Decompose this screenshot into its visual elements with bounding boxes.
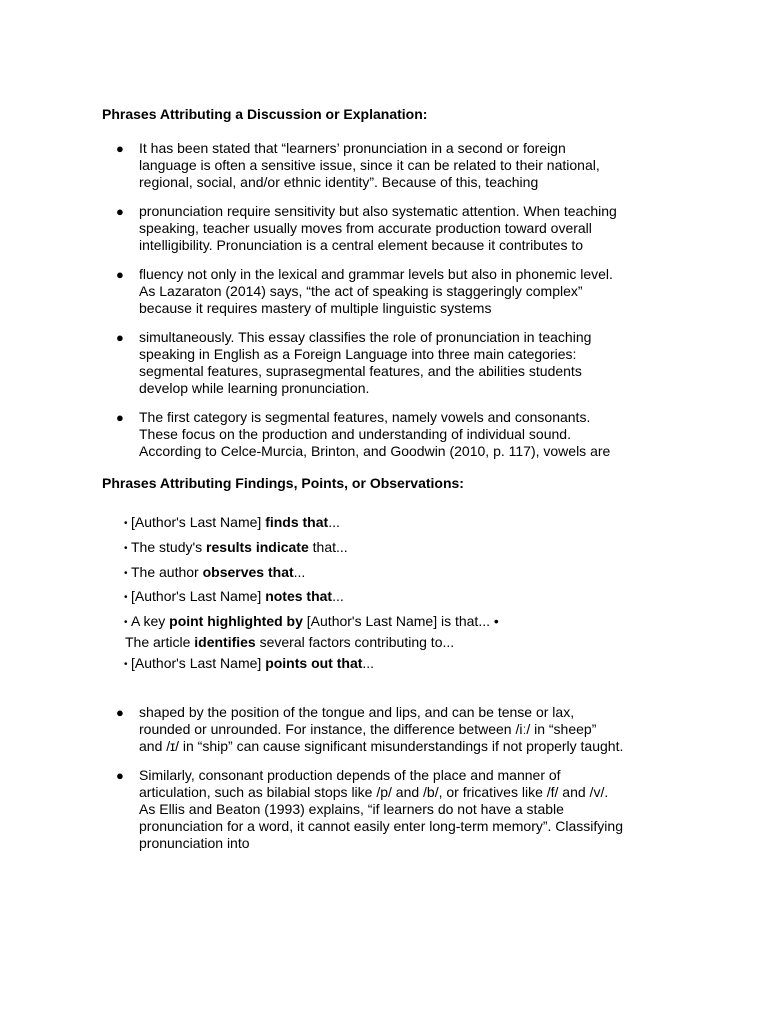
bullet-icon: ●	[116, 705, 124, 720]
phrase-text: The study's	[131, 539, 207, 555]
list-item-line: It has been stated that “learners’ pronunciation in a second or foreign	[139, 140, 566, 156]
phrase-item	[124, 514, 340, 532]
phrase-text: [Author's Last Name]	[131, 655, 266, 671]
list-item	[0, 409, 768, 460]
phrase-text: A key	[131, 613, 170, 629]
bullet-icon: ●	[116, 768, 124, 783]
heading-discussion: Phrases Attributing a Discussion or Explanation:	[102, 106, 428, 122]
phrase-item	[124, 588, 344, 606]
phrase-text: [Author's Last Name]	[131, 514, 266, 530]
bullet-icon: •	[124, 592, 128, 603]
list-item-line: regional, social, and/or ethnic identity”. Because of this, teaching	[139, 174, 539, 190]
phrase-item	[124, 655, 374, 673]
list-item-line: develop while learning pronunciation.	[139, 380, 370, 396]
bullet-icon: ●	[116, 410, 124, 425]
list-item-line: The first category is segmental features, namely vowels and consonants.	[139, 409, 591, 425]
bullet-icon: ●	[116, 267, 124, 282]
list-item-line: Similarly, consonant production depends of the place and manner of	[139, 767, 561, 783]
phrase-text: The author	[131, 564, 203, 580]
list-item-line: shaped by the position of the tongue and lips, and can be tense or lax,	[139, 704, 575, 720]
phrase-keyword: point highlighted by	[169, 613, 303, 629]
phrase-keyword: results indicate	[206, 539, 309, 555]
bullet-icon: •	[124, 568, 128, 579]
bullet-icon: •	[124, 518, 128, 529]
bullet-icon: •	[124, 543, 128, 554]
phrase-text: [Author's Last Name] is that... •	[302, 613, 499, 629]
bullet-icon: •	[124, 659, 128, 670]
bullet-icon: ●	[116, 141, 124, 156]
phrase-item	[124, 564, 305, 582]
continuation-bullet-list	[0, 704, 768, 852]
bullet-icon: •	[124, 617, 128, 628]
list-item-line: These focus on the production and understanding of individual sound.	[139, 426, 571, 442]
list-item-line: because it requires mastery of multiple linguistic systems	[139, 300, 492, 316]
phrase-text: [Author's Last Name]	[131, 588, 266, 604]
list-item-line: simultaneously. This essay classifies the role of pronunciation in teaching	[139, 329, 592, 345]
phrase-text: several factors contributing to...	[255, 634, 455, 650]
phrase-keyword: observes that	[202, 564, 294, 580]
list-item-line: speaking in English as a Foreign Language into three main categories:	[139, 346, 577, 362]
list-item-line: and /ɪ/ in “ship” can cause significant misunderstandings if not properly taught.	[139, 738, 624, 754]
list-item	[0, 140, 768, 191]
list-item-line: speaking, teacher usually moves from accurate production toward overall	[139, 220, 592, 236]
phrase-keyword: points out that	[265, 655, 363, 671]
list-item-line: pronunciation into	[139, 835, 250, 851]
list-item-line: language is often a sensitive issue, since it can be related to their national,	[139, 157, 600, 173]
phrase-keyword: identifies	[194, 634, 256, 650]
list-item	[0, 203, 768, 254]
list-item	[0, 266, 768, 317]
phrase-text: ...	[328, 514, 340, 530]
list-item-line: segmental features, suprasegmental features, and the abilities students	[139, 363, 582, 379]
phrase-text: that...	[308, 539, 348, 555]
list-item-line: As Lazaraton (2014) says, “the act of speaking is staggeringly complex”	[139, 283, 583, 299]
bullet-icon: ●	[116, 204, 124, 219]
list-item-line: According to Celce-Murcia, Brinton, and Goodwin (2010, p. 117), vowels are	[139, 443, 611, 459]
list-item	[0, 704, 768, 755]
list-item	[0, 767, 768, 852]
list-item-line: pronunciation for a word, it cannot easily enter long-term memory”. Classifying	[139, 818, 623, 834]
phrase-item	[125, 634, 454, 650]
list-item-line: intelligibility. Pronunciation is a central element because it contributes to	[139, 237, 584, 253]
list-item-line: rounded or unrounded. For instance, the difference between /iː/ in “sheep”	[139, 721, 597, 737]
phrase-keyword: finds that	[265, 514, 329, 530]
phrase-text: ...	[332, 588, 344, 604]
phrase-text: ...	[293, 564, 306, 580]
phrase-text: ...	[362, 655, 375, 671]
phrase-item	[124, 613, 499, 631]
list-item-line: articulation, such as bilabial stops like /p/ and /b/, or fricatives like /f/ and /v/.	[139, 784, 609, 800]
phrase-keyword: notes that	[265, 588, 333, 604]
list-item-line: pronunciation require sensitivity but also systematic attention. When teaching	[139, 203, 617, 219]
phrase-item	[124, 539, 348, 557]
list-item	[0, 329, 768, 397]
bullet-icon: ●	[116, 330, 124, 345]
phrase-text: The article	[125, 634, 195, 650]
list-item-line: fluency not only in the lexical and grammar levels but also in phonemic level.	[139, 266, 613, 282]
list-item-line: As Ellis and Beaton (1993) explains, “if learners do not have a stable	[139, 801, 564, 817]
discussion-bullet-list	[0, 140, 768, 460]
heading-findings: Phrases Attributing Findings, Points, or Observations:	[102, 475, 464, 491]
